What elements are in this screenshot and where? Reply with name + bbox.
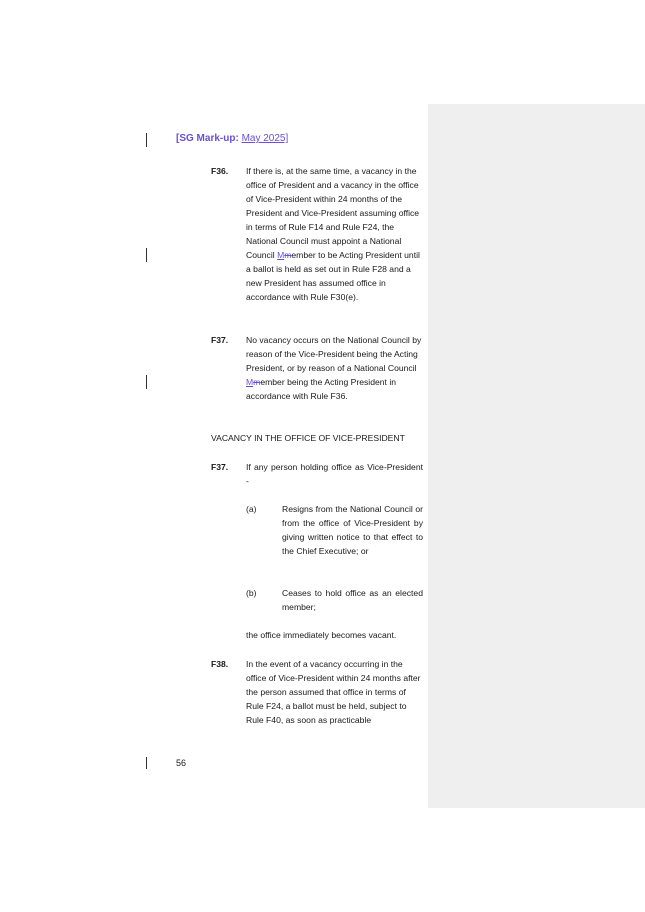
change-bar bbox=[146, 133, 147, 147]
change-bar bbox=[146, 757, 147, 769]
clause-body: If any person holding office as Vice-President - bbox=[246, 462, 423, 486]
markup-header bbox=[176, 133, 288, 144]
inserted-text: M bbox=[246, 377, 254, 387]
clause-number: F36. bbox=[211, 166, 229, 176]
section-heading: VACANCY IN THE OFFICE OF VICE-PRESIDENT bbox=[211, 433, 405, 443]
deleted-text: m bbox=[253, 377, 261, 387]
sub-clause-text: Resigns from the National Council or from the office of Vice-President by giving written notice to that effect to the Chief Executive; or bbox=[282, 504, 423, 556]
change-bar bbox=[146, 248, 147, 262]
sub-clause-label: (b) bbox=[246, 588, 257, 598]
vacancy-statement: the office immediately becomes vacant. bbox=[246, 630, 397, 640]
deleted-text: m bbox=[284, 250, 292, 260]
comment-pane bbox=[428, 104, 645, 808]
clause-body: No vacancy occurs on the National Council by reason of the Vice-President being the Acting President, or by reason of a National Council Mmember being the Acting President in accordance with Rule F36. bbox=[246, 335, 422, 401]
page-number: 56 bbox=[176, 758, 187, 768]
clause-body: In the event of a vacancy occurring in the office of Vice-President within 24 months after the person assumed that office in terms of Rule F24, a ballot must be held, subject to Rule F40, as soon as practicable bbox=[246, 659, 421, 725]
change-bar bbox=[146, 375, 147, 389]
markup-tag: [SG Mark-up: bbox=[176, 133, 239, 144]
sub-clause-text: Ceases to hold office as an elected member; bbox=[282, 588, 423, 612]
clause-number: F38. bbox=[211, 659, 229, 669]
inserted-text: M bbox=[277, 250, 285, 260]
markup-date: May 2025] bbox=[241, 133, 289, 144]
clause-body: If there is, at the same time, a vacancy in the office of President and a vacancy in the office of Vice-President within 24 months of the President and Vice-President assuming office in terms of Rule F14 and Rule F24, the National Council must appoint a National Council Mmember to be Acting President until a ballot is held as set out in Rule F28 and a new President has assumed office in accordance with Rule F30(e). bbox=[246, 166, 420, 302]
sub-clause-label: (a) bbox=[246, 504, 257, 514]
clause-number: F37. bbox=[211, 462, 229, 472]
clause-number: F37. bbox=[211, 335, 229, 345]
